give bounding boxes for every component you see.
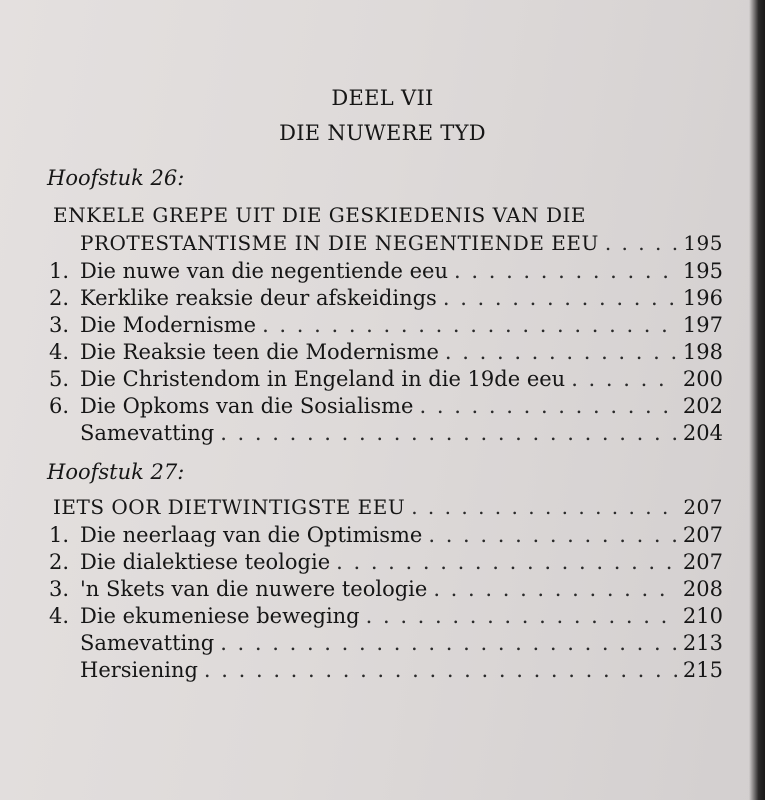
- leader-dots: [411, 493, 677, 521]
- toc-entry: [49, 392, 723, 420]
- leader-dots: [443, 284, 677, 312]
- leader-dots: [336, 548, 677, 576]
- leader-dots: [428, 521, 677, 549]
- page-edge-shadow: [749, 0, 765, 800]
- heading-text: PROTESTANTISME IN DIE NEGENTIENDE EEU: [80, 231, 599, 255]
- entry-number: 5.: [49, 367, 70, 391]
- page-number: 202: [682, 394, 723, 418]
- entry-number: 6.: [49, 394, 70, 418]
- chapter-27-heading: [53, 493, 723, 521]
- toc-entry: [80, 419, 723, 447]
- toc-entry: [49, 548, 723, 576]
- page-number: 195: [682, 259, 723, 283]
- page-number: 198: [682, 340, 723, 364]
- toc-entry: [49, 575, 723, 603]
- entry-number: 3.: [49, 313, 70, 337]
- entry-title: 'n Skets van die nuwere teologie: [80, 577, 428, 601]
- entry-number: 1.: [49, 523, 70, 547]
- entry-number: 1.: [49, 259, 70, 283]
- entry-number: 4.: [49, 604, 70, 628]
- page-number: 197: [682, 313, 723, 337]
- entry-title: Samevatting: [80, 421, 215, 445]
- toc-entry: [49, 365, 723, 393]
- toc-entry: [49, 311, 723, 339]
- leader-dots: [220, 419, 677, 447]
- entry-title: Die neerlaag van die Optimisme: [80, 523, 423, 547]
- entry-title: Die Reaksie teen die Modernisme: [80, 340, 439, 364]
- leader-dots: [366, 602, 677, 630]
- entry-title: Die ekumeniese beweging: [80, 604, 360, 628]
- leader-dots: [420, 392, 677, 420]
- page-number: 213: [682, 631, 723, 655]
- page-number: 208: [682, 577, 723, 601]
- leader-dots: [220, 629, 677, 657]
- page-number: 215: [682, 658, 723, 682]
- entry-title: Die Modernisme: [80, 313, 257, 337]
- leader-dots: [262, 311, 677, 339]
- entry-title: Hersiening: [80, 658, 198, 682]
- leader-dots: [571, 365, 677, 393]
- part-title: DIE NUWERE TYD: [279, 121, 486, 145]
- heading-text: IETS OOR DIETWINTIGSTE EEU: [53, 495, 406, 519]
- entry-number: 4.: [49, 340, 70, 364]
- toc-entry: [49, 284, 723, 312]
- chapter-26-label: Hoofstuk 26:: [47, 166, 185, 190]
- heading-text: ENKELE GREPE UIT DIE GESKIEDENIS VAN DIE: [53, 203, 587, 227]
- entry-title: Kerklike reaksie deur afskeidings: [80, 286, 437, 310]
- leader-dots: [204, 656, 677, 684]
- entry-number: 2.: [49, 286, 70, 310]
- page-number: 207: [683, 495, 723, 519]
- leader-dots: [433, 575, 677, 603]
- part-number: DEEL VII: [331, 86, 434, 110]
- toc-entry: [49, 602, 723, 630]
- page-number: 210: [682, 604, 723, 628]
- chapter-26-heading-line2: [80, 229, 723, 257]
- page-number: 207: [682, 550, 723, 574]
- leader-dots: [445, 338, 677, 366]
- toc-entry: [80, 656, 723, 684]
- chapter-27-label: Hoofstuk 27:: [47, 460, 185, 484]
- entry-title: Die Christendom in Engeland in die 19de eeu: [80, 367, 566, 391]
- page-number: 204: [682, 421, 723, 445]
- entry-title: Die nuwe van die negentiende eeu: [80, 259, 449, 283]
- page-number: 196: [682, 286, 723, 310]
- entry-title: Samevatting: [80, 631, 215, 655]
- chapter-26-heading-line1: [53, 201, 723, 229]
- toc-entry: [49, 257, 723, 285]
- entry-number: 3.: [49, 577, 70, 601]
- entry-title: Die dialektiese teologie: [80, 550, 331, 574]
- entry-number: 2.: [49, 550, 70, 574]
- toc-entry: [80, 629, 723, 657]
- page-number: 195: [683, 231, 723, 255]
- toc-entry: [49, 521, 723, 549]
- leader-dots: [605, 229, 677, 257]
- toc-entry: [49, 338, 723, 366]
- entry-title: Die Opkoms van die Sosialisme: [80, 394, 414, 418]
- leader-dots: [454, 257, 677, 285]
- page-number: 207: [682, 523, 723, 547]
- page-number: 200: [682, 367, 723, 391]
